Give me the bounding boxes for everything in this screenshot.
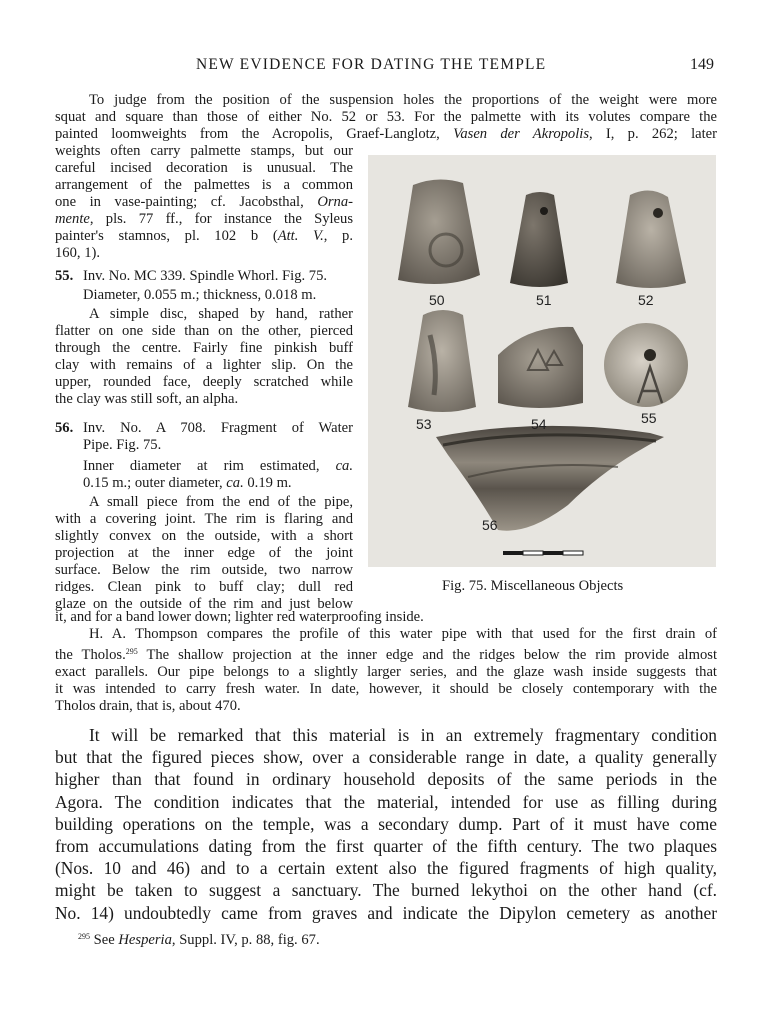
intro-continuation bbox=[55, 143, 353, 262]
entry-desc-3: slightly convex on the outside, with a short bbox=[55, 528, 353, 544]
entry-number: 56. bbox=[55, 420, 74, 436]
label-55: 55 bbox=[641, 410, 657, 426]
entry-desc-4: projection at the inner edge of the joint bbox=[55, 545, 353, 561]
thompson-line-5: Tholos drain, that is, about 470. bbox=[55, 698, 241, 714]
body-paragraph bbox=[55, 724, 717, 924]
entry-desc-5: surface. Below the rim outside, two narrow bbox=[55, 562, 353, 578]
body-line: might be taken to suggest a sanctuary. The burned lekythoi on the other hand (cf. bbox=[55, 880, 717, 901]
intro-line-5: careful incised decoration is unusual. The bbox=[55, 160, 353, 176]
footnote-number: 295 bbox=[78, 932, 90, 941]
body-line: but that the figured pieces show, over a considerable range in date, a quality generally bbox=[55, 747, 717, 768]
entry-desc-5: upper, rounded face, deeply scratched while bbox=[55, 374, 353, 390]
label-56: 56 bbox=[482, 517, 498, 533]
entry-desc-6: ridges. Clean pink to buff clay; dull red bbox=[55, 579, 353, 595]
entry-desc-8: it, and for a band lower down; lighter red waterproofing inside. bbox=[55, 609, 424, 625]
entry-desc-6: the clay was still soft, an alpha. bbox=[55, 391, 239, 407]
entry-desc-1: A small piece from the end of the pipe, bbox=[89, 494, 353, 510]
body-line: It will be remarked that this material is in an extremely fragmentary condition bbox=[89, 725, 717, 745]
spindle-whorl-55 bbox=[604, 323, 688, 407]
footnote-ref: 295 bbox=[125, 647, 138, 656]
intro-line-4: weights often carry palmette stamps, but our bbox=[55, 143, 353, 159]
intro-line-8: mente, pls. 77 ff., for instance the Syleus bbox=[55, 211, 353, 227]
entry-title: Inv. No. MC 339. Spindle Whorl. Fig. 75. bbox=[83, 268, 328, 284]
intro-line-1: To judge from the position of the suspension holes the proportions of the weight were more bbox=[89, 92, 717, 108]
label-50: 50 bbox=[429, 292, 445, 308]
intro-line-9: painter's stamnos, pl. 102 b (Att. V., p. bbox=[55, 228, 353, 244]
entry-desc-2: with a covering joint. The rim is flaring and bbox=[55, 511, 353, 527]
running-header: NEW EVIDENCE FOR DATING THE TEMPLE bbox=[196, 56, 547, 73]
catalogue-entry-55 bbox=[55, 268, 353, 408]
entry-dimensions-1: Inner diameter at rim estimated, ca. bbox=[83, 458, 353, 474]
figure-plate bbox=[368, 155, 716, 567]
body-line: Agora. The condition indicates that the material, intended for use as filling during bbox=[55, 791, 717, 812]
footnote: $^{295}$ See Hesperia, Suppl. IV, p. 88, fig. 67. bbox=[78, 932, 320, 948]
thompson-line-1: H. A. Thompson compares the profile of this water pipe with that used for the first drain of bbox=[89, 626, 717, 642]
intro-line-10: 160, 1). bbox=[55, 245, 100, 261]
body-line: No. 14) undoubtedly came from graves and indicate the Dipylon cemetery as another bbox=[55, 902, 717, 923]
body-line: (Nos. 10 and 46) and to a certain extent also the figured fragments of high quality, bbox=[55, 858, 717, 879]
entry-dimensions: Diameter, 0.055 m.; thickness, 0.018 m. bbox=[83, 287, 317, 303]
figure-caption: Fig. 75. Miscellaneous Objects bbox=[442, 578, 624, 594]
entry-desc-4: clay with remains of a lighter slip. On the bbox=[55, 357, 353, 373]
label-54: 54 bbox=[531, 416, 547, 432]
entry-dimensions-2: 0.15 m.; outer diameter, ca. 0.19 m. bbox=[83, 475, 292, 491]
intro-line-7: one in vase-painting; cf. Jacobsthal, Orna- bbox=[55, 194, 353, 210]
entry-56-continuation bbox=[55, 609, 717, 715]
entry-desc-1: A simple disc, shaped by hand, rather bbox=[89, 306, 353, 322]
intro-line-3: painted loomweights from the Acropolis, Graef-Langlotz, Vasen der Akropolis, I, p. 262; later bbox=[55, 126, 717, 142]
intro-line-2: squat and square than those of either No. 52 or 53. For the palmette with its volutes compare the bbox=[55, 109, 717, 125]
thompson-line-2: the Tholos.$^{295}$ The shallow projection at the inner edge and the ridges below the rim provide almost bbox=[55, 647, 717, 663]
entry-desc-7: glaze on the outside of the rim and just below bbox=[55, 596, 353, 612]
intro-paragraph bbox=[55, 92, 717, 143]
intro-line-6: arrangement of the palmettes is a common bbox=[55, 177, 353, 193]
entry-title-1: Inv. No. A 708. Fragment of Water bbox=[83, 420, 353, 436]
entry-desc-2: flatter on one side than on the other, pierced bbox=[55, 323, 353, 339]
body-line: higher than that found in ordinary household deposits of the same periods in the bbox=[55, 769, 717, 790]
entry-title-2: Pipe. Fig. 75. bbox=[83, 437, 162, 453]
entry-desc-3: through the centre. Fairly fine pinkish buff bbox=[55, 340, 353, 356]
objects-photograph bbox=[368, 155, 716, 567]
label-53: 53 bbox=[416, 416, 432, 432]
label-51: 51 bbox=[536, 292, 552, 308]
thompson-line-4: it was intended to carry fresh water. In date, however, it should be closely contemporary with the bbox=[55, 681, 717, 697]
page-number: 149 bbox=[690, 56, 714, 73]
label-52: 52 bbox=[638, 292, 654, 308]
catalogue-entry-56 bbox=[55, 420, 353, 613]
thompson-line-3: exact parallels. Our pipe belongs to a slightly larger series, and the glaze wash inside suggests that bbox=[55, 664, 717, 680]
entry-number: 55. bbox=[55, 268, 74, 284]
body-line: from accumulations dating from the first quarter of the fifth century. The two plaques bbox=[55, 836, 717, 857]
body-line: building operations on the temple, was a secondary dump. Part of it must have come bbox=[55, 813, 717, 834]
